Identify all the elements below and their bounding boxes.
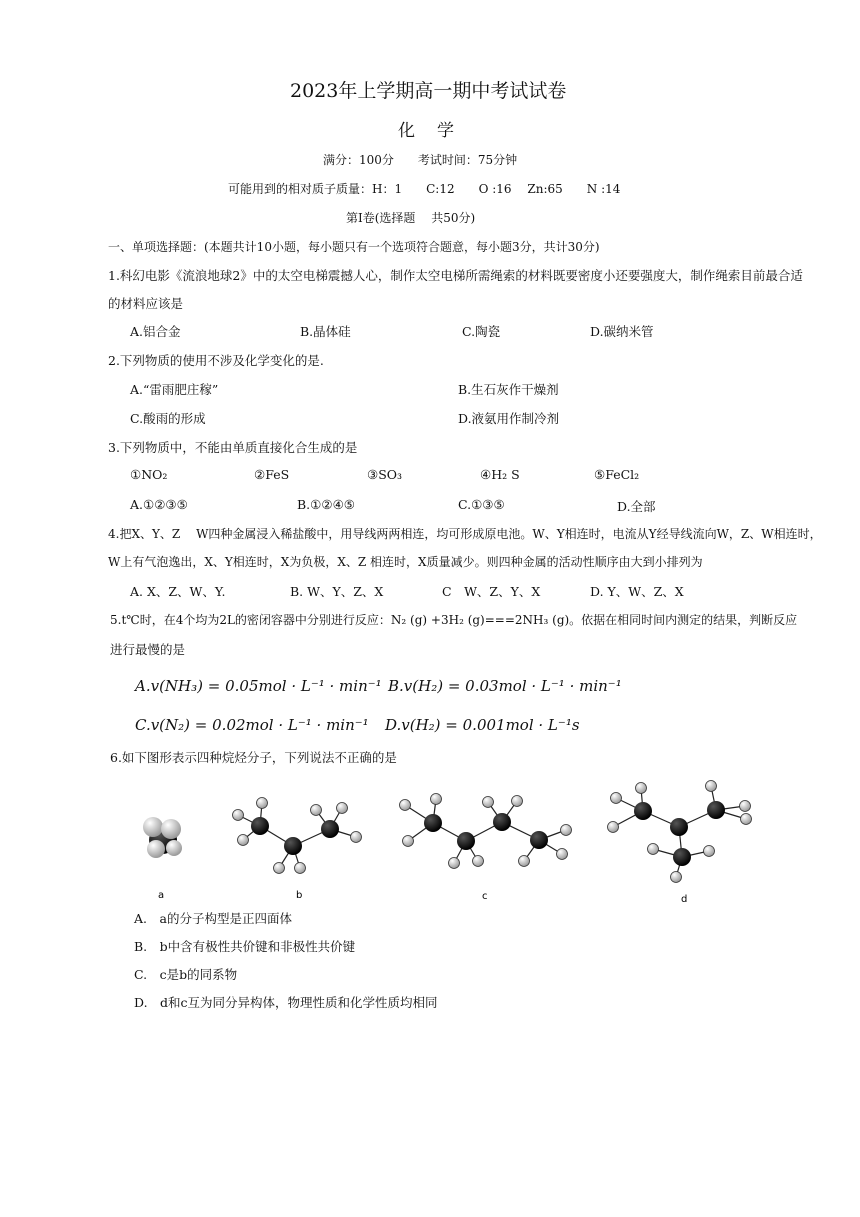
carbon-atom: [493, 813, 511, 831]
carbon-atom: [321, 820, 339, 838]
q4-option-d: D. Y、W、Z、X: [590, 584, 684, 599]
hydrogen-atom: [519, 856, 530, 867]
subject-title: 化学: [398, 121, 476, 141]
q5-option-a: A.v(NH₃) = 0.05mol · L⁻¹ · min⁻¹: [135, 677, 382, 695]
molecule-a-methane: [143, 817, 182, 901]
q4-stem-line1: 4.把X、Y、Z W四种金属浸入稀盐酸中，用导线两两相连，均可形成原电池。W、Y相连时，电流从Y经导线流向W，Z、W相连时，: [108, 527, 822, 541]
figure-label-d: d: [681, 894, 688, 905]
q2-option-b: B.生石灰作干燥剂: [458, 382, 559, 397]
q6-option-c: C. c是b的同系物: [134, 967, 238, 982]
q4-option-a: A. X、Z、W、Y.: [130, 584, 226, 599]
q3-option-c: C.①③⑤: [458, 497, 505, 512]
hydrogen-atom: [512, 796, 523, 807]
hydrogen-atom: [608, 822, 619, 833]
q6-option-d: D. d和c互为同分异构体，物理性质和化学性质均相同: [134, 995, 438, 1010]
q1-option-b: B.晶体硅: [300, 324, 351, 339]
q6-option-a: A. a的分子构型是正四面体: [134, 911, 292, 926]
q6-stem: 6.如下图形表示四种烷烃分子，下列说法不正确的是: [110, 750, 397, 765]
q3-stem: 3.下列物质中，不能由单质直接化合生成的是: [108, 440, 358, 455]
hydrogen-atom: [704, 846, 715, 857]
carbon-atom: [670, 818, 688, 836]
q5-stem-line1: 5.t℃时，在4个均为2L的密闭容器中分别进行反应：N₂ (g) +3H₂ (g)===2NH₃ (g)。依据在相同时间内测定的结果，判断反应: [110, 613, 798, 627]
q3-item-2: ②FeS: [254, 467, 290, 482]
atomic-mass-line: 可能用到的相对质子质量：H：1 C:12 O :16 Zn:65 N :14: [228, 182, 621, 196]
q1-option-d: D.碳纳米管: [590, 324, 654, 339]
molecule-d: [608, 781, 752, 883]
part-heading: 第Ⅰ卷(选择题 共50分): [346, 211, 476, 225]
hydrogen-atom: [741, 814, 752, 825]
hydrogen-atom: [473, 856, 484, 867]
hydrogen-atom: [351, 832, 362, 843]
q2-stem: 2.下列物质的使用不涉及化学变化的是.: [108, 353, 324, 368]
q1-stem-line1: 1.科幻电影《流浪地球2》中的太空电梯震撼人心，制作太空电梯所需绳索的材料既要密度小还要强度大，制作绳索目前最合适: [108, 268, 803, 283]
q5-option-c: C.v(N₂) = 0.02mol · L⁻¹ · min⁻¹: [135, 716, 369, 734]
q1-option-c: C.陶瓷: [462, 324, 501, 339]
carbon-atom: [530, 831, 548, 849]
hydrogen-atom: [233, 810, 244, 821]
q4-option-c: C W、Z、Y、X: [442, 584, 541, 599]
score-time-line: 满分：100分 考试时间：75分钟: [323, 153, 518, 167]
q4-option-b: B. W、Y、Z、X: [290, 584, 384, 599]
q5-option-d: D.v(H₂) = 0.001mol · L⁻¹s: [385, 716, 580, 734]
q1-option-a: A.铝合金: [130, 324, 181, 339]
hydrogen-atom: [740, 801, 751, 812]
q3-option-d: D.全部: [617, 499, 656, 514]
figure-label-b: b: [296, 890, 303, 901]
hydrogen-atom: [400, 800, 411, 811]
molecule-b: [233, 798, 362, 874]
hydrogen-atom: [561, 825, 572, 836]
q3-item-1: ①NO₂: [130, 467, 168, 482]
q5-stem-line2: 进行最慢的是: [110, 642, 186, 657]
hydrogen-atom: [337, 803, 348, 814]
hydrogen-atom: [483, 797, 494, 808]
q6-option-b: B. b中含有极性共价键和非极性共价键: [134, 939, 356, 954]
figure-label-a: a: [158, 890, 165, 901]
carbon-atom: [457, 832, 475, 850]
q2-option-a: A.“雷雨肥庄稼”: [130, 382, 219, 397]
carbon-atom: [634, 802, 652, 820]
q3-option-a: A.①②③⑤: [130, 497, 188, 512]
q3-item-5: ⑤FeCl₂: [594, 467, 640, 482]
hydrogen-atom: [557, 849, 568, 860]
figure-label-c: c: [482, 891, 488, 902]
molecule-c: [400, 794, 572, 869]
exam-title: 2023年上学期高一期中考试试卷: [290, 80, 567, 102]
hydrogen-atom: [648, 844, 659, 855]
q3-item-4: ④H₂ S: [480, 467, 520, 482]
q4-stem-line2: W上有气泡逸出，X、Y相连时，X为负极，X、Z 相连时，X质量减少。则四种金属的活动性顺序由大到小排列为: [108, 555, 703, 569]
q2-option-d: D.液氨用作制冷剂: [458, 411, 560, 426]
carbon-atom: [707, 801, 725, 819]
carbon-atom: [424, 814, 442, 832]
carbon-atom: [251, 817, 269, 835]
q3-item-3: ③SO₃: [367, 467, 403, 482]
q2-option-c: C.酸雨的形成: [130, 411, 206, 426]
q1-stem-line2: 的材料应该是: [108, 296, 184, 311]
q3-option-b: B.①②④⑤: [297, 497, 355, 512]
hydrogen-atom: [636, 783, 647, 794]
hydrogen-atom: [295, 863, 306, 874]
hydrogen-atom: [403, 836, 414, 847]
hydrogen-atom: [238, 835, 249, 846]
hydrogen-atom: [311, 805, 322, 816]
hydrogen-atom: [431, 794, 442, 805]
hydrogen-atom: [611, 793, 622, 804]
section-heading: 一、单项选择题：(本题共计10小题，每小题只有一个选项符合题意，每小题3分，共计30分): [108, 240, 600, 254]
hydrogen-atom: [449, 858, 460, 869]
alkane-molecules-figure: [0, 770, 860, 920]
q5-option-b: B.v(H₂) = 0.03mol · L⁻¹ · min⁻¹: [388, 677, 622, 695]
hydrogen-atom: [706, 781, 717, 792]
carbon-atom: [284, 837, 302, 855]
hydrogen-atom: [274, 863, 285, 874]
hydrogen-atom: [257, 798, 268, 809]
hydrogen-atom: [671, 872, 682, 883]
carbon-atom: [673, 848, 691, 866]
